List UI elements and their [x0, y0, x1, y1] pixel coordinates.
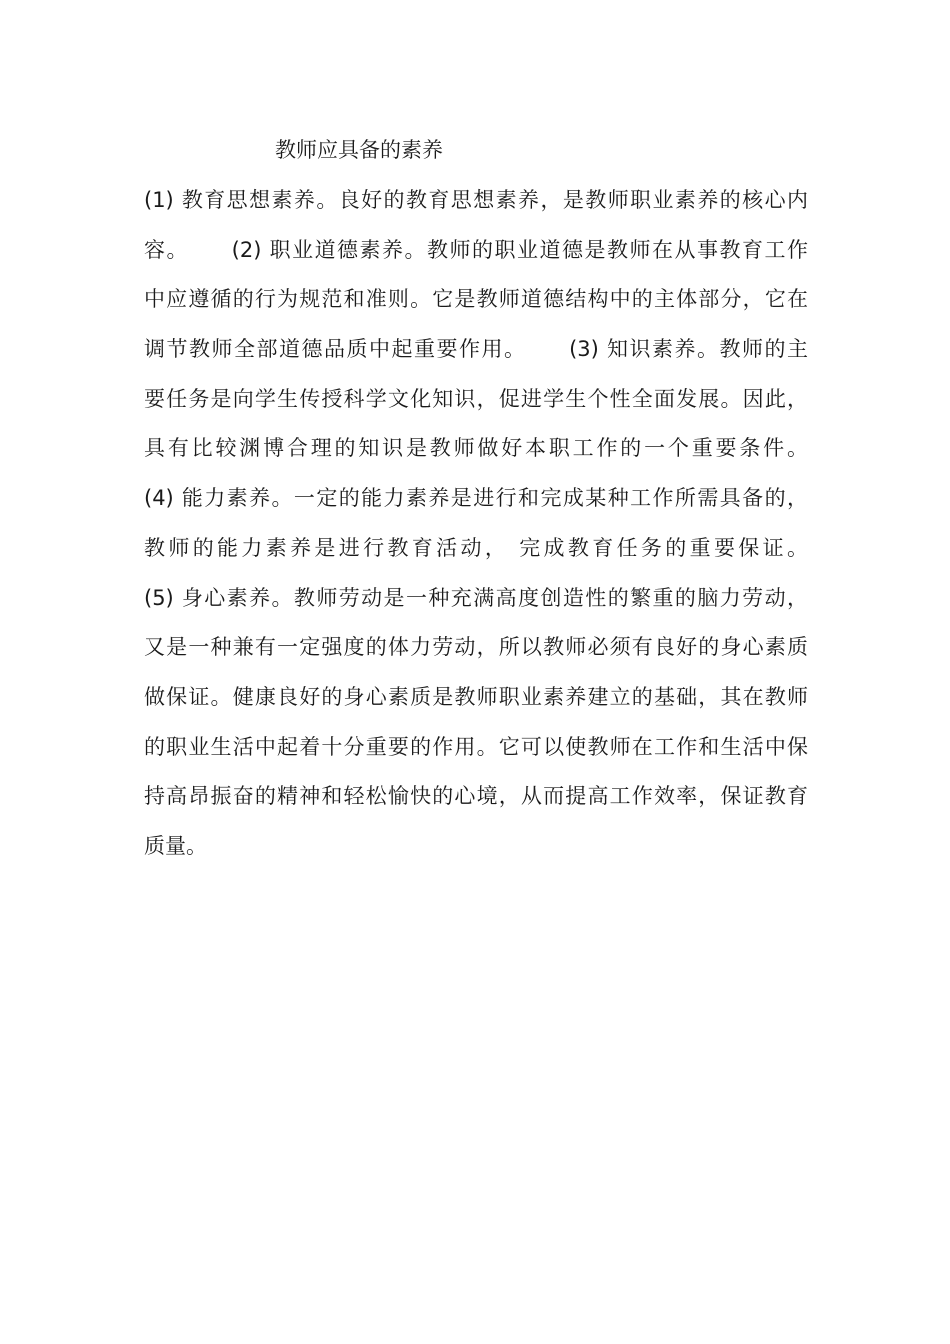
- body-line: 持高昂振奋的精神和轻松愉快的心境，从而提高工作效率，保证教育: [144, 784, 808, 809]
- body-line: 调节教师全部道德品质中起重要作用。 (3) 知识素养。教师的主: [144, 337, 808, 362]
- body-line: 又是一种兼有一定强度的体力劳动，所以教师必须有良好的身心素质: [144, 635, 808, 660]
- body-line: 质量。: [144, 833, 207, 858]
- document-body: [144, 176, 808, 872]
- body-line: (4) 能力素养。一定的能力素养是进行和完成某种工作所需具备的，: [144, 486, 808, 511]
- body-line: 要任务是向学生传授科学文化知识，促进学生个性全面发展。因此，: [144, 386, 808, 411]
- document-title: 教师应具备的素养: [275, 138, 443, 162]
- body-line: 教师的能力素养是进行教育活动， 完成教育任务的重要保证。: [144, 535, 808, 560]
- body-line: 容。 (2) 职业道德素养。教师的职业道德是教师在从事教育工作: [144, 237, 808, 262]
- body-line: 中应遵循的行为规范和准则。它是教师道德结构中的主体部分，它在: [144, 287, 808, 312]
- body-line: (5) 身心素养。教师劳动是一种充满高度创造性的繁重的脑力劳动，: [144, 585, 808, 610]
- body-line: (1) 教育思想素养。良好的教育思想素养，是教师职业素养的核心内: [144, 188, 808, 212]
- body-line: 的职业生活中起着十分重要的作用。它可以使教师在工作和生活中保: [144, 734, 808, 759]
- body-line: 做保证。健康良好的身心素质是教师职业素养建立的基础，其在教师: [144, 684, 808, 709]
- body-line: 具有比较渊博合理的知识是教师做好本职工作的一个重要条件。: [144, 436, 808, 461]
